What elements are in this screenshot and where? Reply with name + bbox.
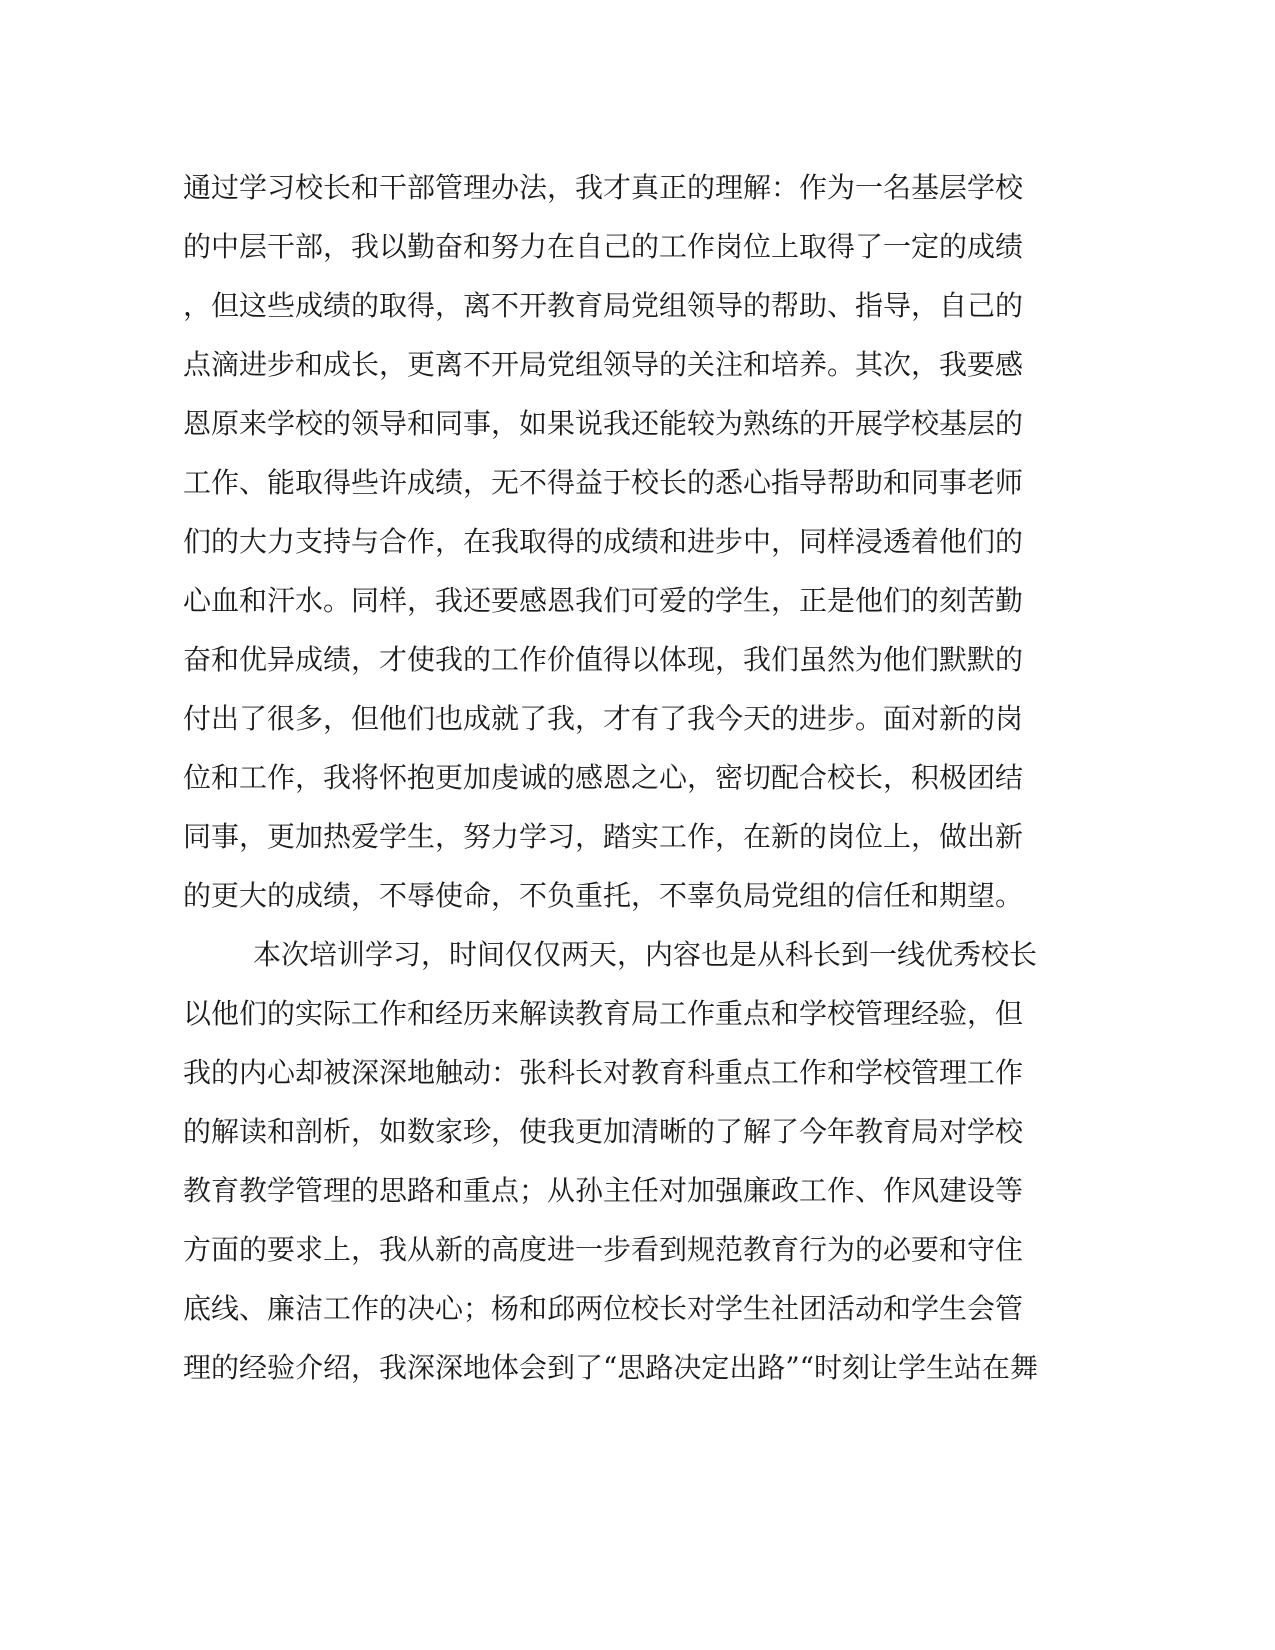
paragraph-line: 通过学习校长和干部管理办法，我才真正的理解：作为一名基层学校 [183, 171, 1024, 204]
paragraph-line: 工作、能取得些许成绩，无不得益于校长的悉心指导帮助和同事老师 [183, 466, 1024, 499]
paragraph-line: ，但这些成绩的取得，离不开教育局党组领导的帮助、指导，自己的 [183, 289, 1024, 322]
paragraph-line: 的中层干部，我以勤奋和努力在自己的工作岗位上取得了一定的成绩 [183, 230, 1024, 263]
paragraph-2 [183, 925, 1053, 1397]
paragraph-line: 同事，更加热爱学生，努力学习，踏实工作，在新的岗位上，做出新 [183, 820, 1024, 853]
paragraph-line: 付出了很多，但他们也成就了我，才有了我今天的进步。面对新的岗 [183, 702, 1024, 735]
paragraph-line: 方面的要求上，我从新的高度进一步看到规范教育行为的必要和守住 [183, 1233, 1024, 1266]
paragraph-line: 以他们的实际工作和经历来解读教育局工作重点和学校管理经验，但 [183, 997, 1024, 1030]
paragraph-line: 点滴进步和成长，更离不开局党组领导的关注和培养。其次，我要感 [183, 348, 1024, 381]
paragraph-line: 心血和汗水。同样，我还要感恩我们可爱的学生，正是他们的刻苦勤 [183, 584, 1024, 617]
paragraph-line: 恩原来学校的领导和同事，如果说我还能较为熟练的开展学校基层的 [183, 407, 1024, 440]
paragraph-line: 的解读和剖析，如数家珍，使我更加清晰的了解了今年教育局对学校 [183, 1115, 1024, 1148]
paragraph-line: 位和工作，我将怀抱更加虔诚的感恩之心，密切配合校长，积极团结 [183, 761, 1024, 794]
paragraph-line: 理的经验介绍，我深深地体会到了“思路决定出路”“时刻让学生站在舞 [183, 1351, 1038, 1384]
paragraph-line: 的更大的成绩，不辱使命，不负重托，不辜负局党组的信任和期望。 [183, 879, 1024, 912]
paragraph-line: 底线、廉洁工作的决心；杨和邱两位校长对学生社团活动和学生会管 [183, 1292, 1024, 1325]
paragraph-1 [183, 158, 1053, 925]
paragraph-line: 奋和优异成绩，才使我的工作价值得以体现，我们虽然为他们默默的 [183, 643, 1024, 676]
paragraph-line: 教育教学管理的思路和重点；从孙主任对加强廉政工作、作风建设等 [183, 1174, 1024, 1207]
paragraph-line: 我的内心却被深深地触动：张科长对教育科重点工作和学校管理工作 [183, 1056, 1024, 1089]
paragraph-first-line: 本次培训学习，时间仅仅两天，内容也是从科长到一线优秀校长 [253, 938, 1038, 971]
document-body [183, 158, 1053, 1397]
paragraph-line: 们的大力支持与合作，在我取得的成绩和进步中，同样浸透着他们的 [183, 525, 1024, 558]
